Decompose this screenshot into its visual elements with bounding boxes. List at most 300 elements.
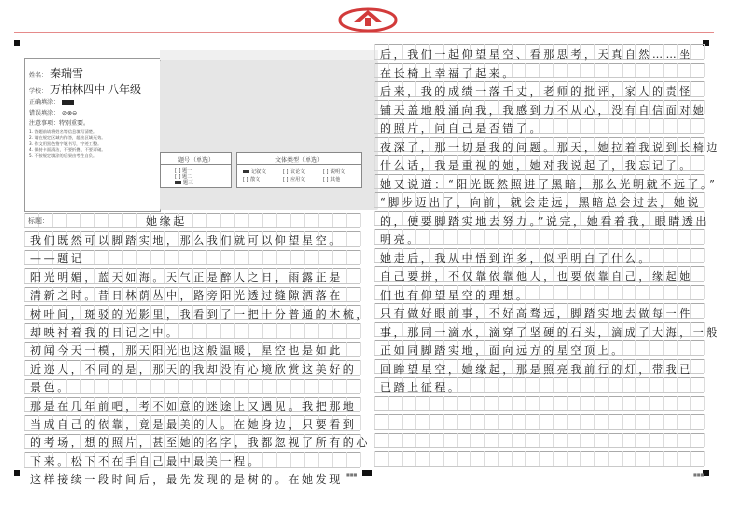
grid-cell-border: [429, 396, 430, 411]
grid-cell-border: [122, 213, 123, 227]
grid-cell-border: [360, 231, 361, 245]
notes-line: 2. 请在规定区域内作答，超出区域无效。: [29, 135, 106, 140]
grid-cell-border: [346, 379, 347, 393]
grid-cell-border: [677, 433, 678, 448]
grid-cell-border: [304, 452, 305, 466]
grid-cell-border: [136, 213, 137, 227]
genre-option-argument[interactable]: [ ] 议论文: [283, 169, 306, 175]
grid-cell-border: [346, 250, 347, 264]
grid-cell-border: [677, 377, 678, 392]
notes-line: 1. 答题前请将姓名等信息填写清楚。: [29, 129, 98, 134]
grid-cell-border: [206, 213, 207, 227]
grid-cell-border: [262, 213, 263, 227]
grid-cell-border: [360, 268, 361, 282]
grid-cell-border: [374, 44, 375, 59]
grid-cell-border: [622, 118, 623, 133]
grid-cell-border: [608, 63, 609, 78]
grid-cell-border: [94, 213, 95, 227]
grid-cell-border: [622, 229, 623, 244]
grid-cell-border: [663, 285, 664, 300]
name-value: 秦瑞雪: [50, 67, 84, 80]
grid-cell-border: [374, 396, 375, 411]
essay-left-line: 阳光明媚，蓝天如海。天气正是醉人之日，雨露正是: [30, 270, 343, 284]
grid-cell-border: [553, 433, 554, 448]
grid-cell-border: [332, 452, 333, 466]
grid-cell-border: [374, 451, 375, 466]
grid-cell-border: [178, 250, 179, 264]
grid-cell-border: [122, 250, 123, 264]
student-info-box: [24, 58, 161, 212]
grid-cell-border: [374, 229, 375, 244]
grid-cell-border: [608, 285, 609, 300]
grid-cell-border: [346, 268, 347, 282]
grid-cell-border: [690, 414, 691, 429]
grid-cell-border: [608, 414, 609, 429]
grid-cell-border: [608, 377, 609, 392]
grid-cell-border: [304, 323, 305, 337]
grid-cell-border: [690, 340, 691, 355]
grid-cell-border: [512, 229, 513, 244]
grid-cell-border: [470, 396, 471, 411]
grid-cell-border: [346, 342, 347, 356]
grid-cell-border: [608, 433, 609, 448]
grid-cell-border: [622, 285, 623, 300]
grid-cell-border: [649, 414, 650, 429]
grid-cell-border: [360, 397, 361, 411]
grid-cell-border: [649, 451, 650, 466]
correct-fill-sample: [62, 100, 74, 105]
grid-line: [24, 227, 360, 228]
grid-cell-border: [374, 248, 375, 263]
grid-cell-border: [108, 379, 109, 393]
grid-cell-border: [24, 452, 25, 466]
grid-cell-border: [539, 285, 540, 300]
wrong-fill-sample-icon: ⊘⊗⊖: [62, 110, 78, 117]
essay-right-line: 后来，我的成绩一落千丈，老师的批评，家人的责怪: [380, 85, 693, 98]
grid-cell-border: [704, 303, 705, 318]
grid-cell-border: [690, 396, 691, 411]
grid-cell-border: [332, 379, 333, 393]
grid-cell-border: [443, 451, 444, 466]
grid-cell-border: [498, 396, 499, 411]
grid-cell-border: [498, 229, 499, 244]
grid-cell-border: [346, 452, 347, 466]
essay-left-line: 景色。: [30, 381, 71, 395]
grid-cell-border: [649, 118, 650, 133]
essay-right-line: 回眸望星空，她缘起，那是照亮我前行的灯，带我已: [380, 362, 693, 376]
grid-cell-border: [66, 213, 67, 227]
genre-option-expository[interactable]: [ ] 说明文: [323, 169, 346, 175]
grid-cell-border: [388, 396, 389, 411]
grid-cell-border: [677, 118, 678, 133]
grid-cell-border: [594, 118, 595, 133]
grid-cell-border: [304, 250, 305, 264]
grid-cell-border: [374, 285, 375, 300]
grid-cell-border: [704, 377, 705, 392]
grid-cell-border: [318, 379, 319, 393]
genre-select-box: [236, 152, 362, 188]
grid-cell-border: [150, 379, 151, 393]
grid-cell-border: [192, 250, 193, 264]
grid-cell-border: [443, 396, 444, 411]
grid-cell-border: [24, 250, 25, 264]
grid-cell-border: [276, 250, 277, 264]
grid-cell-border: [374, 433, 375, 448]
grid-cell-border: [484, 229, 485, 244]
grid-cell-border: [24, 360, 25, 374]
grid-cell-border: [525, 63, 526, 78]
grid-cell-border: [108, 213, 109, 227]
grid-cell-border: [360, 250, 361, 264]
grade-value: 八年级: [108, 83, 142, 96]
grid-cell-border: [346, 231, 347, 245]
topic-option-2[interactable]: [ ] 题二: [175, 174, 193, 180]
grid-cell-border: [580, 396, 581, 411]
grid-cell-border: [374, 377, 375, 392]
topic-option-1[interactable]: [ ] 题一: [175, 168, 193, 174]
grid-cell-border: [635, 63, 636, 78]
essay-left-line: 我们既然可以脚踏实地，那么我们就可以仰望星空。: [30, 234, 343, 247]
grid-line: [24, 393, 360, 394]
grid-cell-border: [677, 248, 678, 263]
grid-cell-border: [24, 213, 25, 227]
grid-cell-border: [567, 63, 568, 78]
grid-cell-border: [374, 322, 375, 337]
grid-cell-border: [374, 303, 375, 318]
grid-cell-border: [677, 414, 678, 429]
grid-cell-border: [220, 213, 221, 227]
grid-cell-border: [525, 396, 526, 411]
grid-cell-border: [567, 285, 568, 300]
grid-cell-border: [649, 396, 650, 411]
grid-cell-border: [262, 323, 263, 337]
grid-cell-border: [178, 379, 179, 393]
title-label: 标题：: [28, 217, 49, 225]
grid-cell-border: [608, 229, 609, 244]
grid-cell-border: [690, 377, 691, 392]
essay-right-line: 已踏上征程。: [380, 381, 462, 394]
essay-left-line: 树叶间，斑驳的光影里，我看到了一把十分普通的木梳，: [30, 307, 370, 321]
grid-cell-border: [512, 396, 513, 411]
grid-cell-border: [539, 377, 540, 392]
grid-cell-border: [122, 379, 123, 393]
name-row: [29, 65, 83, 81]
essay-left-line: 下来。松下不在手自己最中最美一程。: [30, 454, 262, 468]
grid-cell-border: [567, 396, 568, 411]
grid-cell-border: [234, 323, 235, 337]
grid-cell-border: [164, 250, 165, 264]
essay-right-line: 她又说道：“阳光既然照进了黑暗，那么光明就不远了。”: [380, 177, 718, 191]
grid-cell-border: [388, 451, 389, 466]
grid-cell-border: [24, 342, 25, 356]
grid-cell-border: [94, 250, 95, 264]
grid-cell-border: [108, 250, 109, 264]
school-row: [29, 81, 141, 97]
grid-cell-border: [677, 285, 678, 300]
essay-left-line: 却映衬着我的日记之中。: [30, 326, 180, 339]
grid-cell-border: [663, 414, 664, 429]
grid-cell-border: [704, 248, 705, 263]
grid-line: [374, 244, 704, 245]
grid-cell-border: [525, 229, 526, 244]
grid-cell-border: [457, 396, 458, 411]
grid-cell-border: [622, 414, 623, 429]
grid-cell-border: [635, 414, 636, 429]
genre-option-prose[interactable]: [ ] 散文: [243, 177, 261, 183]
grid-cell-border: [677, 63, 678, 78]
grid-cell-border: [374, 118, 375, 133]
grid-cell-border: [635, 285, 636, 300]
grid-cell-border: [346, 323, 347, 337]
grid-cell-border: [457, 229, 458, 244]
grid-cell-border: [635, 396, 636, 411]
grid-cell-border: [332, 213, 333, 227]
grid-cell-border: [704, 451, 705, 466]
grid-cell-border: [484, 451, 485, 466]
grid-cell-border: [553, 118, 554, 133]
grid-cell-border: [553, 451, 554, 466]
grid-cell-border: [512, 451, 513, 466]
grid-cell-border: [262, 250, 263, 264]
grid-cell-border: [206, 323, 207, 337]
grid-cell-border: [484, 414, 485, 429]
grid-cell-border: [539, 451, 540, 466]
grid-cell-border: [374, 211, 375, 226]
essay-left-line: 那是在几年前吧，考不如意的迷途上又遇见。我把那地: [30, 399, 357, 413]
grid-cell-border: [567, 451, 568, 466]
topic-option-3[interactable]: 题三: [175, 179, 193, 186]
grid-cell-border: [360, 213, 361, 227]
grid-cell-border: [24, 287, 25, 301]
essay-left-line: 的考场，想的照片，甚至她的名字，我都忽视了所有的心: [30, 436, 370, 450]
grid-cell-border: [512, 377, 513, 392]
grid-cell-border: [649, 229, 650, 244]
grid-cell-border: [704, 118, 705, 133]
grid-cell-border: [690, 63, 691, 78]
grid-cell-border: [690, 248, 691, 263]
redacted-strip: [160, 50, 378, 60]
grid-cell-border: [704, 396, 705, 411]
grid-cell-border: [24, 415, 25, 429]
grid-cell-border: [262, 452, 263, 466]
essay-right-line: 她走后，我从中悟到许多，似乎明白了什么。: [380, 251, 652, 265]
grid-cell-border: [690, 229, 691, 244]
grid-cell-border: [525, 414, 526, 429]
grid-cell-border: [24, 434, 25, 448]
grid-cell-border: [580, 229, 581, 244]
grid-cell-border: [553, 396, 554, 411]
grid-cell-border: [553, 229, 554, 244]
grid-cell-border: [635, 451, 636, 466]
essay-left-line: 近迩人，不同的是，那天的我却没有心境欣赏这美好的: [30, 362, 357, 376]
grid-cell-border: [346, 213, 347, 227]
grid-cell-border: [663, 118, 664, 133]
grid-cell-border: [457, 433, 458, 448]
grid-cell-border: [374, 340, 375, 355]
grid-cell-border: [276, 379, 277, 393]
grid-cell-border: [704, 414, 705, 429]
grid-cell-border: [704, 433, 705, 448]
grid-cell-border: [262, 379, 263, 393]
grid-cell-border: [457, 451, 458, 466]
grid-cell-border: [677, 340, 678, 355]
notes-title: 注意事项：特别重要。: [29, 120, 90, 127]
essay-right-line: 什么话，我是重视的她，她对我说起了，我忘记了。: [380, 159, 693, 172]
registration-mark: [14, 40, 20, 46]
grid-cell-border: [415, 451, 416, 466]
grid-cell-border: [594, 63, 595, 78]
grid-cell-border: [388, 433, 389, 448]
grid-cell-border: [594, 377, 595, 392]
grid-cell-border: [704, 340, 705, 355]
grid-cell-border: [429, 433, 430, 448]
notes-line: 5. 不按规定填涂的后果由考生自负。: [29, 153, 98, 158]
grid-cell-border: [635, 118, 636, 133]
grid-cell-border: [374, 81, 375, 96]
essay-right-line: 正如同脚踏实地，面向远方的星空顶上。: [380, 344, 625, 357]
grid-cell-border: [80, 379, 81, 393]
grid-cell-border: [677, 396, 678, 411]
grid-cell-border: [318, 213, 319, 227]
grid-cell-border: [690, 451, 691, 466]
grid-cell-border: [539, 433, 540, 448]
grid-cell-border: [690, 433, 691, 448]
grid-cell-border: [622, 433, 623, 448]
grid-cell-border: [24, 268, 25, 282]
essay-right-line: 铺天盖地般涌向我，我感到力不从心，没有自信面对她: [380, 103, 707, 117]
grid-cell-border: [429, 229, 430, 244]
grid-cell-border: [470, 229, 471, 244]
grid-cell-border: [374, 155, 375, 170]
grid-cell-border: [704, 229, 705, 244]
grid-cell-border: [580, 285, 581, 300]
grid-cell-border: [192, 379, 193, 393]
grid-cell-border: [374, 359, 375, 374]
grid-cell-border: [429, 451, 430, 466]
wrong-fill-label: 错误填涂：: [29, 110, 60, 117]
grid-cell-border: [704, 359, 705, 374]
grid-cell-border: [690, 118, 691, 133]
registration-mark: [14, 470, 20, 476]
grid-cell-border: [360, 323, 361, 337]
grid-cell-border: [248, 250, 249, 264]
school-value: 万柏林四中: [50, 83, 106, 96]
grid-cell-border: [663, 451, 664, 466]
grid-cell-border: [704, 155, 705, 170]
grid-cell-border: [539, 396, 540, 411]
grid-line: [374, 466, 704, 467]
grid-cell-border: [622, 396, 623, 411]
grid-cell-border: [402, 414, 403, 429]
genre-option-other[interactable]: [ ] 其他: [323, 177, 341, 183]
grid-cell-border: [457, 414, 458, 429]
grid-cell-border: [24, 305, 25, 319]
grid-cell-border: [290, 250, 291, 264]
genre-option-narrative[interactable]: 记叙文: [243, 168, 266, 175]
grid-cell-border: [415, 433, 416, 448]
grid-cell-border: [663, 396, 664, 411]
grid-cell-border: [304, 379, 305, 393]
grid-cell-border: [704, 81, 705, 96]
grid-cell-border: [484, 396, 485, 411]
box-divider: [237, 164, 361, 165]
grid-cell-border: [525, 433, 526, 448]
grid-cell-border: [539, 229, 540, 244]
grid-cell-border: [690, 285, 691, 300]
grid-cell-border: [360, 379, 361, 393]
grid-cell-border: [580, 118, 581, 133]
genre-option-practical[interactable]: [ ] 应用文: [283, 177, 306, 183]
essay-left-line: ——题记: [30, 252, 85, 266]
grid-cell-border: [622, 451, 623, 466]
grid-cell-border: [567, 229, 568, 244]
genre-box-title: 文体类型（单选）: [274, 157, 323, 164]
grid-cell-border: [594, 396, 595, 411]
grid-cell-border: [594, 414, 595, 429]
grid-cell-border: [649, 433, 650, 448]
grid-cell-border: [622, 63, 623, 78]
grid-cell-border: [206, 379, 207, 393]
grid-cell-border: [24, 323, 25, 337]
grid-cell-border: [635, 433, 636, 448]
grid-cell-border: [24, 231, 25, 245]
grid-cell-border: [206, 250, 207, 264]
name-label: 姓名：: [29, 72, 48, 79]
correct-fill-row: [29, 97, 74, 106]
grid-cell-border: [290, 323, 291, 337]
essay-left-line: 当成自己的依靠，竟是最美的人。在她身边，只要看到: [30, 418, 357, 431]
grid-cell-border: [498, 377, 499, 392]
grid-cell-border: [360, 287, 361, 301]
essay-title: 她缘起: [146, 215, 187, 228]
grid-cell-border: [498, 433, 499, 448]
correct-fill-label: 正确填涂：: [29, 99, 60, 106]
grid-cell-border: [470, 377, 471, 392]
grid-cell-border: [346, 287, 347, 301]
box-divider: [161, 164, 231, 165]
grid-cell-border: [553, 63, 554, 78]
grid-cell-border: [332, 323, 333, 337]
topic-box-title: 题号（单选）: [177, 157, 214, 164]
grid-cell-border: [580, 377, 581, 392]
grid-cell-border: [290, 213, 291, 227]
grid-cell-border: [402, 451, 403, 466]
grid-cell-border: [360, 360, 361, 374]
grid-cell-border: [484, 377, 485, 392]
grid-cell-border: [704, 63, 705, 78]
essay-left-line: 初闻今天一模，那天阳光也这般温暖，星空也是如此: [30, 344, 343, 358]
grid-cell-border: [580, 451, 581, 466]
grid-cell-border: [649, 377, 650, 392]
grid-cell-border: [290, 379, 291, 393]
grid-line: [374, 429, 704, 430]
grid-cell-border: [374, 414, 375, 429]
grid-cell-border: [234, 213, 235, 227]
essay-left-line: 清新之时。昔日林荫丛中，路旁阳光透过缝隙洒落在: [30, 289, 343, 303]
grid-cell-border: [318, 452, 319, 466]
grid-cell-border: [663, 377, 664, 392]
grid-cell-border: [374, 174, 375, 189]
grid-cell-border: [234, 379, 235, 393]
notes-line: 3. 作文用黑色签字笔书写，字迹工整。: [29, 141, 102, 146]
grid-cell-border: [220, 323, 221, 337]
grid-cell-border: [220, 379, 221, 393]
essay-right-line: 的照片，问自己是否错了。: [380, 122, 544, 135]
grid-cell-border: [525, 377, 526, 392]
exam-logo: [336, 4, 400, 34]
essay-right-line: 在长椅上幸福了起来。: [380, 66, 516, 80]
grid-cell-border: [567, 433, 568, 448]
